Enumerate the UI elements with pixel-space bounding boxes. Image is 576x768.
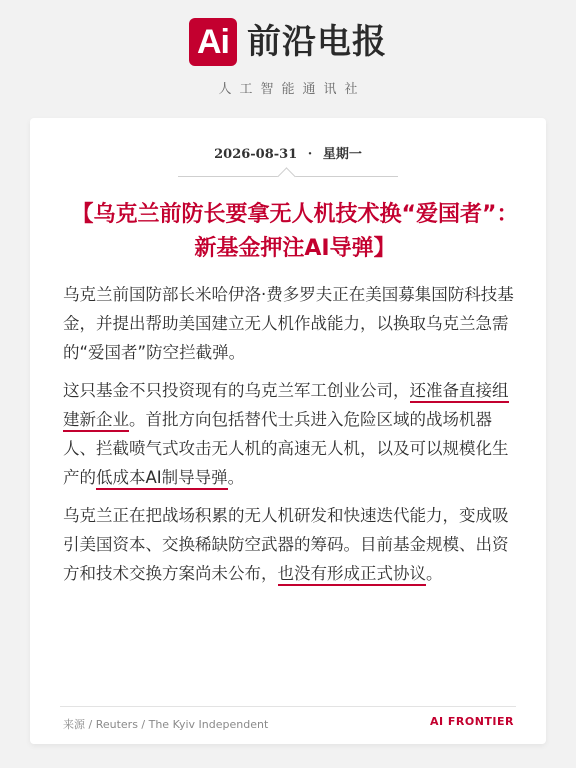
paragraph-text: 。首批方向包括替代士兵进入危险区域的战场机器人、拦截喷气式攻击无人机的高速无人机，以及可以规模化生产的 xyxy=(63,410,509,487)
highlighted-text: 低成本AI制导导弹 xyxy=(96,468,228,490)
article-paragraph xyxy=(63,280,523,367)
paragraph-text: 。 xyxy=(227,468,245,487)
article-paragraph xyxy=(63,376,523,492)
highlighted-text: 还准备直接组建新企业 xyxy=(63,381,509,432)
footer-brand: AI FRONTIER xyxy=(429,715,514,728)
ai-logo: Ai xyxy=(189,18,237,66)
article-title: 【乌克兰前防长要拿无人机技术换“爱国者”：新基金押注AI导弹】 xyxy=(71,202,519,261)
brand-name: 前沿电报 xyxy=(247,22,387,62)
paragraph-text: 乌克兰正在把战场积累的无人机研发和快速迭代能力，变成吸引美国资本、交换稀缺防空武器的筹码。目前基金规模、出资方和技术交换方案尚未公布， xyxy=(63,506,509,583)
highlighted-text: 也没有形成正式协议 xyxy=(278,564,427,586)
paragraph-text: 这只基金不只投资现有的乌克兰军工创业公司， xyxy=(63,381,410,400)
article-date: 2026-08-31 xyxy=(214,147,298,162)
article-body xyxy=(63,280,523,597)
brand-subtitle: 人工智能通讯社 xyxy=(218,82,366,97)
brand-header xyxy=(0,18,576,97)
source-text: 来源 / Reuters / The Kyiv Independent xyxy=(63,718,269,731)
article-paragraph xyxy=(63,501,523,588)
date-line xyxy=(30,143,546,162)
article-card xyxy=(30,118,546,744)
paragraph-text: 乌克兰前国防部长米哈伊洛·费多罗夫正在美国募集国防科技基金，并提出帮助美国建立无人机作战能力，以换取乌克兰急需的“爱国者”防空拦截弹。 xyxy=(63,285,514,362)
footer-divider xyxy=(60,706,516,707)
date-separator: · xyxy=(307,147,313,162)
article-weekday: 星期一 xyxy=(322,147,362,162)
date-divider-notch xyxy=(277,167,295,185)
brand-row xyxy=(189,18,387,66)
paragraph-text: 。 xyxy=(426,564,443,583)
